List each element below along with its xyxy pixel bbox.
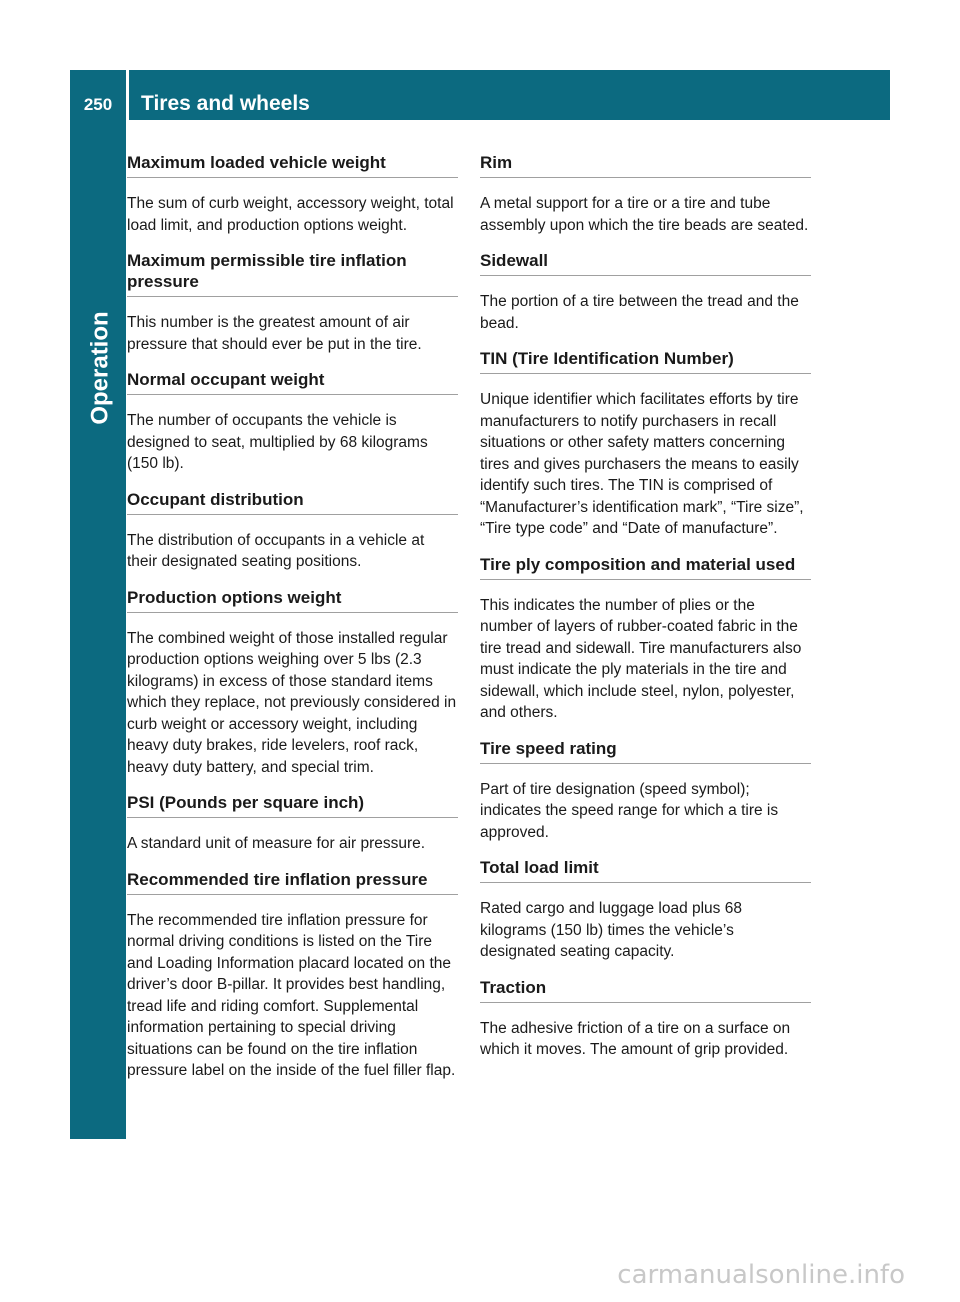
glossary-definition: The adhesive friction of a tire on a surface on which it moves. The amount of grip provided. xyxy=(480,1019,791,1058)
glossary-term: Total load limit xyxy=(480,857,811,883)
glossary-definition: The combined weight of those installed regular production options weighing over 5 lbs (2.3 kilograms) in excess of those standard items which they replace, not previously considered in curb weight or accessory weight, including heavy duty brakes, ride levelers, roof rack, heavy duty battery, and special trim. xyxy=(127,629,457,776)
glossary-entry xyxy=(480,857,811,963)
glossary-entry xyxy=(127,587,458,779)
glossary-entry xyxy=(127,792,458,855)
glossary-term: Production options weight xyxy=(127,587,458,613)
glossary-term: Maximum loaded vehicle weight xyxy=(127,152,458,178)
glossary-term: TIN (Tire Identification Number) xyxy=(480,348,811,374)
glossary-entry xyxy=(127,489,458,573)
glossary-entry xyxy=(480,250,811,334)
glossary-entry xyxy=(127,369,458,475)
glossary-entry xyxy=(127,869,458,1082)
glossary-entry xyxy=(480,738,811,844)
right-column xyxy=(480,152,811,1075)
glossary-term: Rim xyxy=(480,152,811,178)
glossary-definition: This number is the greatest amount of air pressure that should ever be put in the tire. xyxy=(127,314,422,353)
header-divider xyxy=(126,70,129,120)
chapter-label-wrapper xyxy=(72,243,130,493)
glossary-definition: Unique identifier which facilitates efforts by tire manufacturers to notify purchasers in recall situations or other safety matters concerning tires and gives purchasers the means to easily identify such tires. The TIN is comprised of “Manufacturer’s identification mark”, “Tire size”, “Tire type code” and “Date of manufacture”. xyxy=(480,391,804,537)
glossary-entry xyxy=(480,348,811,540)
glossary-term: Tire speed rating xyxy=(480,738,811,764)
glossary-term: Occupant distribution xyxy=(127,489,458,515)
glossary-definition: A metal support for a tire or a tire and tube assembly upon which the tire beads are seated. xyxy=(480,195,809,234)
glossary-definition: The sum of curb weight, accessory weight, total load limit, and production options weight. xyxy=(127,195,454,234)
page-number: 250 xyxy=(83,95,113,114)
watermark: carmanualsonline.info xyxy=(617,1260,905,1290)
glossary-term: Tire ply composition and material used xyxy=(480,554,811,580)
glossary-definition: Rated cargo and luggage load plus 68 kilograms (150 lb) times the vehicle’s designated seating capacity. xyxy=(480,900,742,960)
glossary-definition: A standard unit of measure for air pressure. xyxy=(127,835,426,852)
chapter-label: Operation xyxy=(87,311,114,425)
left-column xyxy=(127,152,458,1096)
glossary-definition: This indicates the number of plies or the number of layers of rubber-coated fabric in the tire tread and sidewall. Tire manufacturers also must indicate the ply materials in the tire and sidewall, which include steel, nylon, polyester, and others. xyxy=(480,596,802,721)
glossary-term: Normal occupant weight xyxy=(127,369,458,395)
glossary-definition: Part of tire designation (speed symbol); indicates the speed range for which a tire is approved. xyxy=(480,780,779,841)
section-title: Tires and wheels xyxy=(141,92,310,115)
glossary-definition: The portion of a tire between the tread and the bead. xyxy=(480,293,799,332)
glossary-definition: The distribution of occupants in a vehicle at their designated seating positions. xyxy=(127,531,425,570)
glossary-entry xyxy=(480,554,811,724)
glossary-term: Traction xyxy=(480,977,811,1003)
glossary-definition: The number of occupants the vehicle is designed to seat, multiplied by 68 kilograms (150 lb). xyxy=(127,412,428,472)
glossary-term: Sidewall xyxy=(480,250,811,276)
glossary-entry xyxy=(480,977,811,1061)
glossary-entry xyxy=(127,152,458,236)
glossary-term: Recommended tire inflation pressure xyxy=(127,869,458,895)
glossary-entry xyxy=(127,250,458,355)
glossary-definition: The recommended tire inflation pressure for normal driving conditions is listed on the Tire and Loading Information placard located on the driver’s door B-pillar. It provides best handling, tread life and riding comfort. Supplemental information pertaining to special driving situations can be found on the tire inflation pressure label on the inside of the fuel filler flap. xyxy=(127,911,456,1079)
glossary-entry xyxy=(480,152,811,236)
glossary-term: PSI (Pounds per square inch) xyxy=(127,792,458,818)
glossary-term: Maximum permissible tire inflation pressure xyxy=(127,250,458,297)
